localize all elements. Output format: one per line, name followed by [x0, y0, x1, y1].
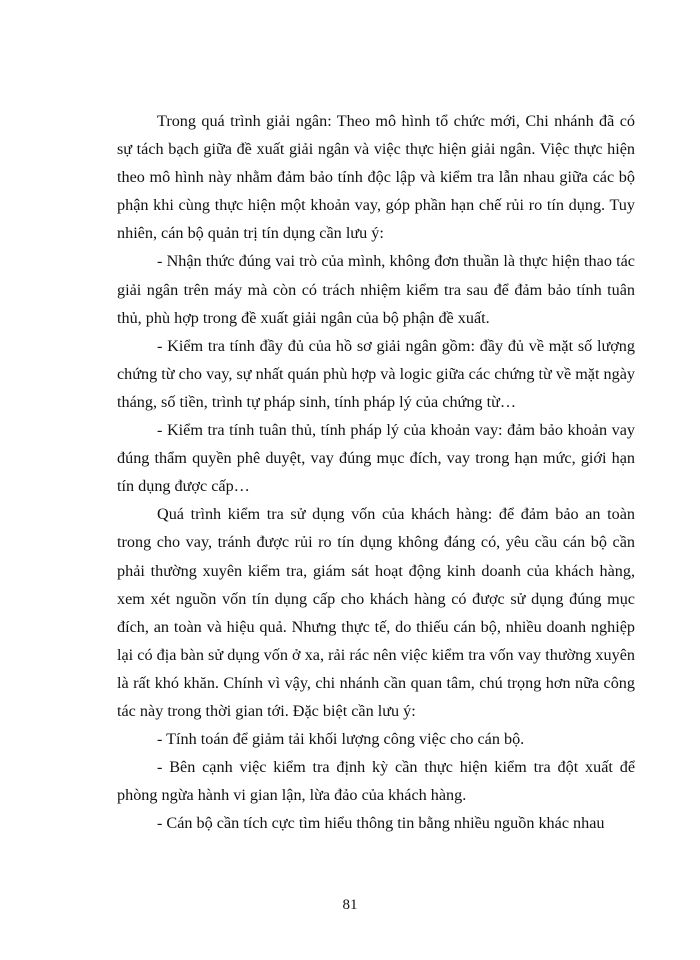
paragraph-workload-reduction: - Tính toán để giảm tải khối lượng công việc cho cán bộ. — [157, 730, 525, 749]
paragraph-disbursement-process: Trong quá trình giải ngân: Theo mô hình tổ chức mới, Chi nhánh đã có sự tách bạch giữa đề xuất giải ngân và việc thực hiện giải ngân. Việc thực hiện theo mô hình này nhằm đảm bảo tính độc lập và kiểm tra lẫn nhau giữa các bộ phận khi cùng thực hiện một khoản vay, góp phần hạn chế rủi ro tín dụng. Tuy nhiên, cán bộ quản trị tín dụng cần lưu ý: — [117, 112, 635, 243]
paragraph-role-awareness: - Nhận thức đúng vai trò của mình, không đơn thuần là thực hiện thao tác giải ngân trên máy mà còn có trách nhiệm kiểm tra sau để đảm bảo tính tuân thủ, phù hợp trong đề xuất giải ngân của bộ phận đề xuất. — [117, 252, 635, 327]
body-text — [117, 107, 635, 837]
paragraph-surprise-inspection: - Bên cạnh việc kiểm tra định kỳ cần thực hiện kiểm tra đột xuất để phòng ngừa hành vi gian lận, lừa đảo của khách hàng. — [117, 758, 635, 805]
paragraph-capital-usage-check: Quá trình kiểm tra sử dụng vốn của khách hàng: để đảm bảo an toàn trong cho vay, tránh được rủi ro tín dụng không đáng có, yêu cầu cán bộ cần phải thường xuyên kiểm tra, giám sát hoạt động kinh doanh của khách hàng, xem xét nguồn vốn tín dụng cấp cho khách hàng có được sử dụng đúng mục đích, an toàn và hiệu quả. Nhưng thực tế, do thiếu cán bộ, nhiều doanh nghiệp lại có địa bàn sử dụng vốn ở xa, rải rác nên việc kiểm tra vốn vay thường xuyên là rất khó khăn. Chính vì vậy, chi nhánh cần quan tâm, chú trọng hơn nữa công tác này trong thời gian tới. Đặc biệt cần lưu ý: — [117, 505, 635, 720]
paragraph-information-sources: - Cán bộ cần tích cực tìm hiểu thông tin bằng nhiều nguồn khác nhau — [157, 814, 605, 833]
paragraph-document-completeness: - Kiểm tra tính đầy đủ của hồ sơ giải ngân gồm: đầy đủ về mặt số lượng chứng từ cho vay, sự nhất quán phù hợp và logic giữa các chứng từ về mặt ngày tháng, số tiền, trình tự pháp sinh, tính pháp lý của chứng từ… — [117, 336, 635, 411]
paragraph-loan-compliance: - Kiểm tra tính tuân thủ, tính pháp lý của khoản vay: đảm bảo khoản vay đúng thẩm quyền phê duyệt, vay đúng mục đích, vay trong hạn mức, giới hạn tín dụng được cấp… — [117, 421, 635, 496]
page-number: 81 — [342, 897, 358, 913]
